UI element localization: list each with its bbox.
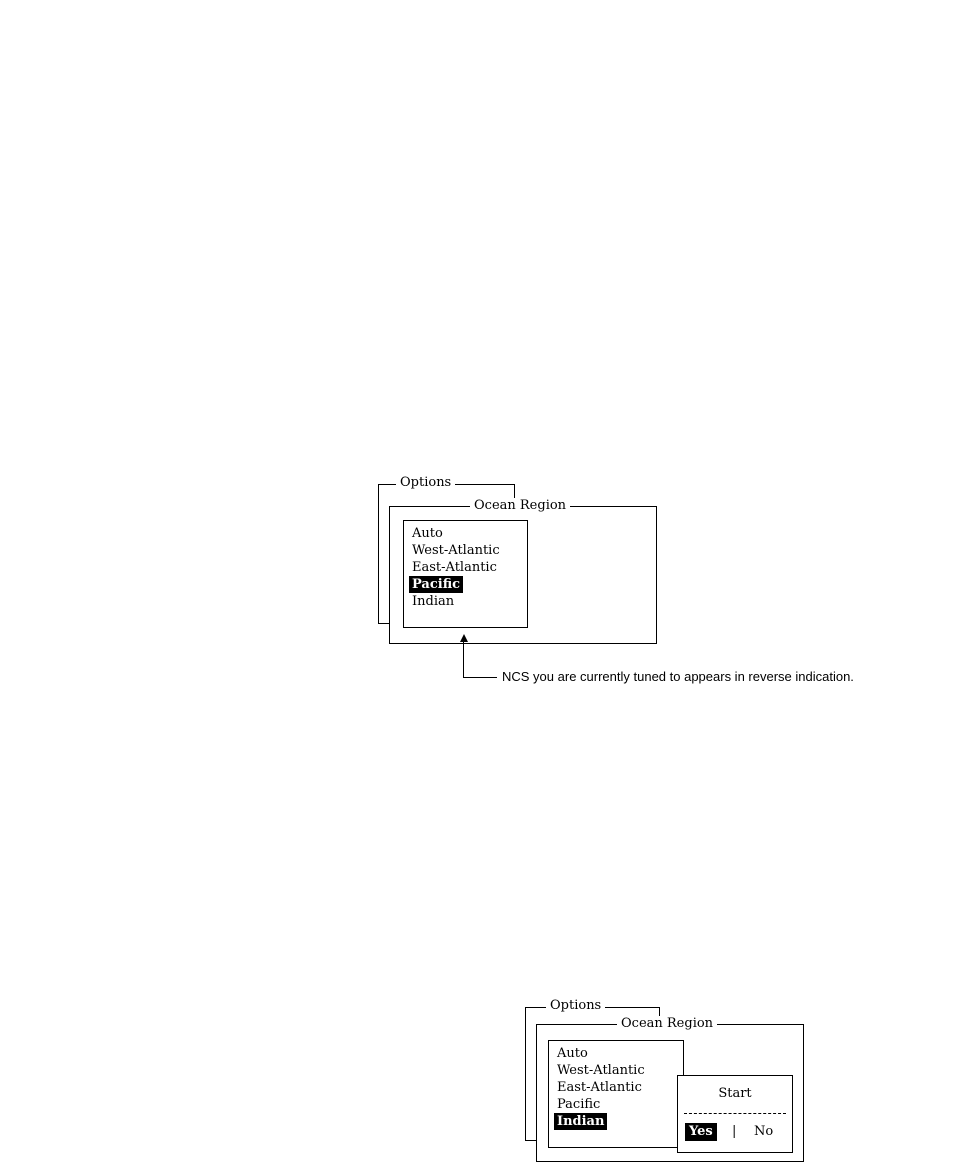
callout-text: NCS you are currently tuned to appears in reverse indication. [502,669,854,684]
list-item-east-atlantic[interactable]: East-Atlantic [557,1080,642,1095]
ocean-region-list-1 [403,520,528,628]
no-button[interactable]: No [754,1124,774,1139]
list-item-west-atlantic[interactable]: West-Atlantic [557,1063,645,1078]
list-item-east-atlantic[interactable]: East-Atlantic [412,560,497,575]
ocean-region-title-1: Ocean Region [470,498,570,514]
list-item-west-atlantic[interactable]: West-Atlantic [412,543,500,558]
list-item-pacific[interactable]: Pacific [412,576,519,593]
ocean-region-list-2 [548,1040,684,1148]
list-item-auto[interactable]: Auto [557,1046,588,1061]
dialog-divider: | [732,1124,737,1139]
list-item-indian[interactable]: Indian [412,594,455,609]
options-frame-1-stub [514,484,515,498]
list-item-indian[interactable]: Indian [557,1113,675,1130]
dialog-title: Start [718,1086,752,1101]
start-dialog [677,1075,793,1153]
arrow-up-icon [460,634,468,642]
options-title-2: Options [546,998,605,1014]
options-title-1: Options [396,475,455,491]
list-item-auto[interactable]: Auto [412,526,443,541]
callout-line-horizontal [463,677,497,678]
callout-line-vertical [463,640,464,678]
ocean-region-title-2: Ocean Region [617,1016,717,1032]
dialog-separator [684,1113,786,1114]
list-item-pacific[interactable]: Pacific [557,1097,601,1112]
yes-button[interactable]: Yes [685,1123,717,1141]
